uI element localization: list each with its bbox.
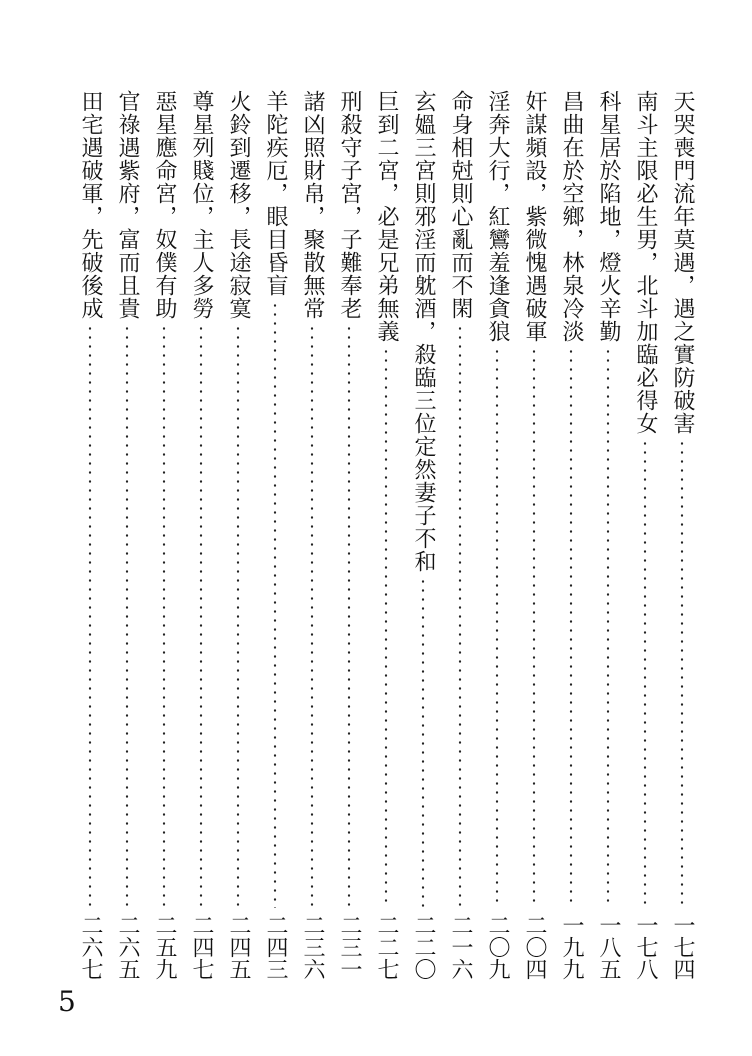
toc-entry-5: [520, 90, 548, 980]
toc-entry-title: 命身相尅則心亂而不閑: [448, 90, 473, 320]
dot-leader: [457, 324, 463, 908]
dot-leader: [679, 439, 685, 908]
toc-entry-page: 二三一: [337, 914, 362, 980]
toc-entry-page: 二四五: [226, 914, 251, 980]
toc-entry-page: 一九九: [559, 914, 584, 980]
toc-entry-12: [261, 90, 289, 980]
dot-leader: [87, 324, 93, 908]
toc-entry-page: 二〇九: [485, 914, 510, 980]
toc-entry-page: 二〇四: [522, 914, 547, 980]
toc-entry-6: [483, 90, 511, 980]
dot-leader: [531, 347, 537, 908]
dot-leader: [642, 439, 648, 908]
toc-entry-15: [150, 90, 178, 980]
toc-entry-title: 奸謀頻設，紫微愧遇破軍: [522, 90, 547, 343]
toc-entry-title: 尊星列賤位，主人多勞: [189, 90, 214, 320]
toc-entry-page: 二四七: [189, 914, 214, 980]
dot-leader: [124, 324, 130, 908]
dot-leader: [235, 324, 241, 908]
dot-leader: [346, 324, 352, 908]
toc-entry-8: [409, 90, 437, 980]
toc-entry-title: 天哭喪門流年莫遇，遇之實防破害: [670, 90, 695, 435]
toc-entry-title: 惡星應命宮，奴僕有助: [152, 90, 177, 320]
toc-entry-16: [113, 90, 141, 980]
page-number: 5: [58, 985, 76, 1018]
toc-entry-title: 諸凶照財帛，聚散無常: [300, 90, 325, 320]
toc-entry-13: [224, 90, 252, 980]
toc-entry-page: 二二〇: [411, 914, 436, 980]
dot-leader: [383, 347, 389, 908]
toc-entry-page: 二三六: [300, 914, 325, 980]
dot-leader: [161, 324, 167, 908]
dot-leader: [420, 577, 426, 908]
toc-entry-title: 昌曲在於空鄉，林泉冷淡: [559, 90, 584, 343]
dot-leader: [494, 347, 500, 908]
dot-leader: [309, 324, 315, 908]
toc-entry-2: [631, 90, 659, 980]
toc-entry-page: 二五九: [152, 914, 177, 980]
toc-entry-9: [372, 90, 400, 980]
toc-entry-title: 科星居於陷地，燈火辛勤: [596, 90, 621, 343]
toc-entry-page: 二六七: [78, 914, 103, 980]
toc-entry-title: 巨到二宮，必是兄弟無義: [374, 90, 399, 343]
toc-entry-14: [187, 90, 215, 980]
dot-leader: [605, 347, 611, 908]
toc-entry-11: [298, 90, 326, 980]
toc-entry-page: 二六五: [115, 914, 140, 980]
toc-entry-page: 一七八: [633, 914, 658, 980]
toc-entry-page: 一八五: [596, 914, 621, 980]
toc-entry-title: 刑殺守子宮，子難奉老: [337, 90, 362, 320]
toc-entry-page: 一七四: [670, 914, 695, 980]
toc-entry-title: 淫奔大行，紅鸞羞逢貪狼: [485, 90, 510, 343]
toc-entry-page: 二四三: [263, 914, 288, 980]
toc-entry-4: [557, 90, 585, 980]
toc-entry-title: 官祿遇紫府，富而且貴: [115, 90, 140, 320]
toc-entry-1: [668, 90, 696, 980]
dot-leader: [272, 301, 278, 908]
toc-entry-title: 玄媼三宮則邪淫而躭酒，殺臨三位定然妻子不和: [411, 90, 436, 573]
toc-entry-page: 二二七: [374, 914, 399, 980]
toc-entry-17: [76, 90, 104, 980]
toc-entry-title: 南斗主限必生男，北斗加臨必得女: [633, 90, 658, 435]
toc-entry-page: 二一六: [448, 914, 473, 980]
toc-entry-3: [594, 90, 622, 980]
dot-leader: [198, 324, 204, 908]
toc-entry-7: [446, 90, 474, 980]
toc-entry-title: 羊陀疾厄，眼目昏盲: [263, 90, 288, 297]
toc-entry-title: 田宅遇破軍，先破後成: [78, 90, 103, 320]
toc-entry-10: [335, 90, 363, 980]
dot-leader: [568, 347, 574, 908]
toc-entry-title: 火鈴到遷移，長途寂寞: [226, 90, 251, 320]
